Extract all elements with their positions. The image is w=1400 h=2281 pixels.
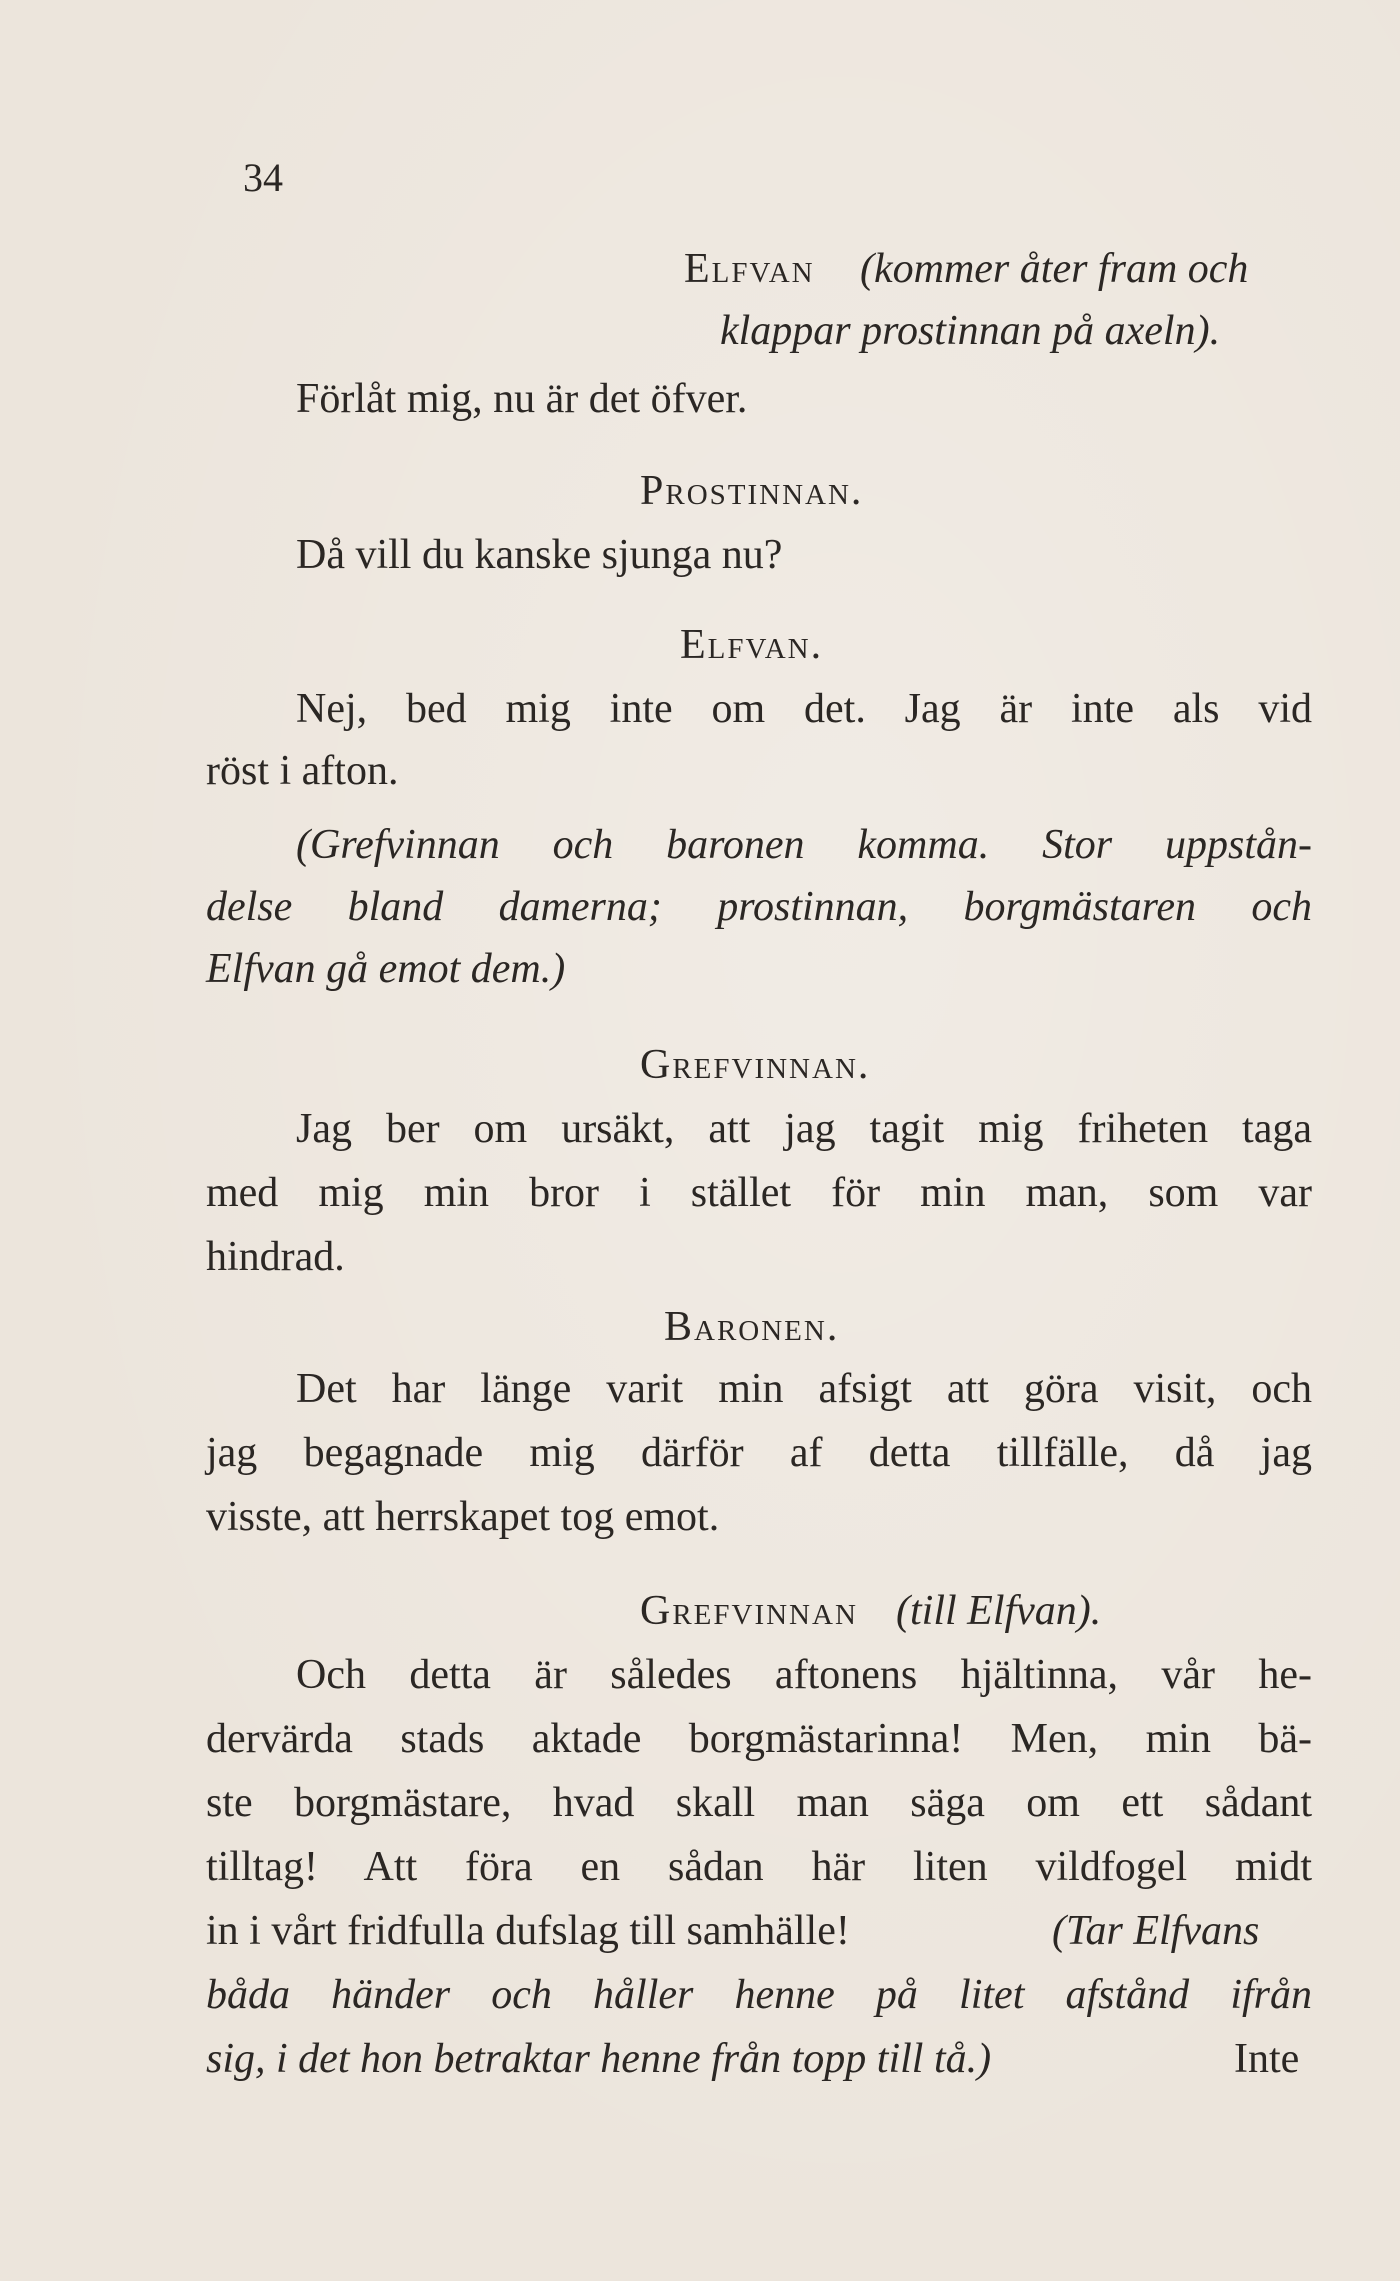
dialogue-line: Det har länge varit min afsigt att göra visit, och [296,1366,1312,1412]
stage-direction: (till Elfvan). [896,1588,1102,1634]
dialogue-line: Förlåt mig, nu är det öfver. [296,376,748,422]
speaker-baronen: Baronen. [664,1304,840,1350]
dialogue-line: med mig min bror i stället för min man, som var [206,1170,1312,1216]
dialogue-line: jag begagnade mig därför af detta tillfälle, då jag [206,1430,1312,1476]
stage-direction: klappar prostinnan på axeln). [720,308,1221,354]
speaker-grefvinnan: Grefvinnan. [640,1042,871,1088]
dialogue-line: Nej, bed mig inte om det. Jag är inte als vid [296,686,1312,732]
dialogue-line: tilltag! Att föra en sådan här liten vildfogel midt [206,1844,1312,1890]
stage-direction: sig, i det hon betraktar henne från topp till tå.) [206,2036,992,2082]
speaker-elfvan: Elfvan. [680,622,824,668]
dialogue-line: Jag ber om ursäkt, att jag tagit mig friheten taga [296,1106,1312,1152]
dialogue-line: in i vårt fridfulla dufslag till samhälle! [206,1908,850,1954]
dialogue-line: visste, att herrskapet tog emot. [206,1494,720,1540]
stage-direction: (kommer åter fram och [860,246,1249,292]
dialogue-line: Då vill du kanske sjunga nu? [296,532,783,578]
dialogue-line: ste borgmästare, hvad skall man säga om ett sådant [206,1780,1312,1826]
speaker-grefvinnan: Grefvinnan [640,1588,858,1634]
stage-direction: (Grefvinnan och baronen komma. Stor uppstån- [296,822,1312,868]
stage-direction: (Tar Elfvans [1052,1908,1260,1954]
speaker-prostinnan: Prostinnan. [640,468,864,514]
stage-direction: delse bland damerna; prostinnan, borgmästaren och [206,884,1312,930]
stage-direction: Elfvan gå emot dem.) [206,946,566,992]
dialogue-line: hindrad. [206,1234,345,1280]
speaker-elfvan: Elfvan [684,246,815,292]
dialogue-line: dervärda stads aktade borgmästarinna! Men, min bä- [206,1716,1312,1762]
page-number: 34 [243,155,283,200]
dialogue-line: Inte [1234,2036,1300,2082]
dialogue-line: röst i afton. [206,748,399,794]
stage-direction: båda händer och håller henne på litet afstånd ifrån [206,1972,1312,2018]
dialogue-line: Och detta är således aftonens hjältinna, vår he- [296,1652,1312,1698]
